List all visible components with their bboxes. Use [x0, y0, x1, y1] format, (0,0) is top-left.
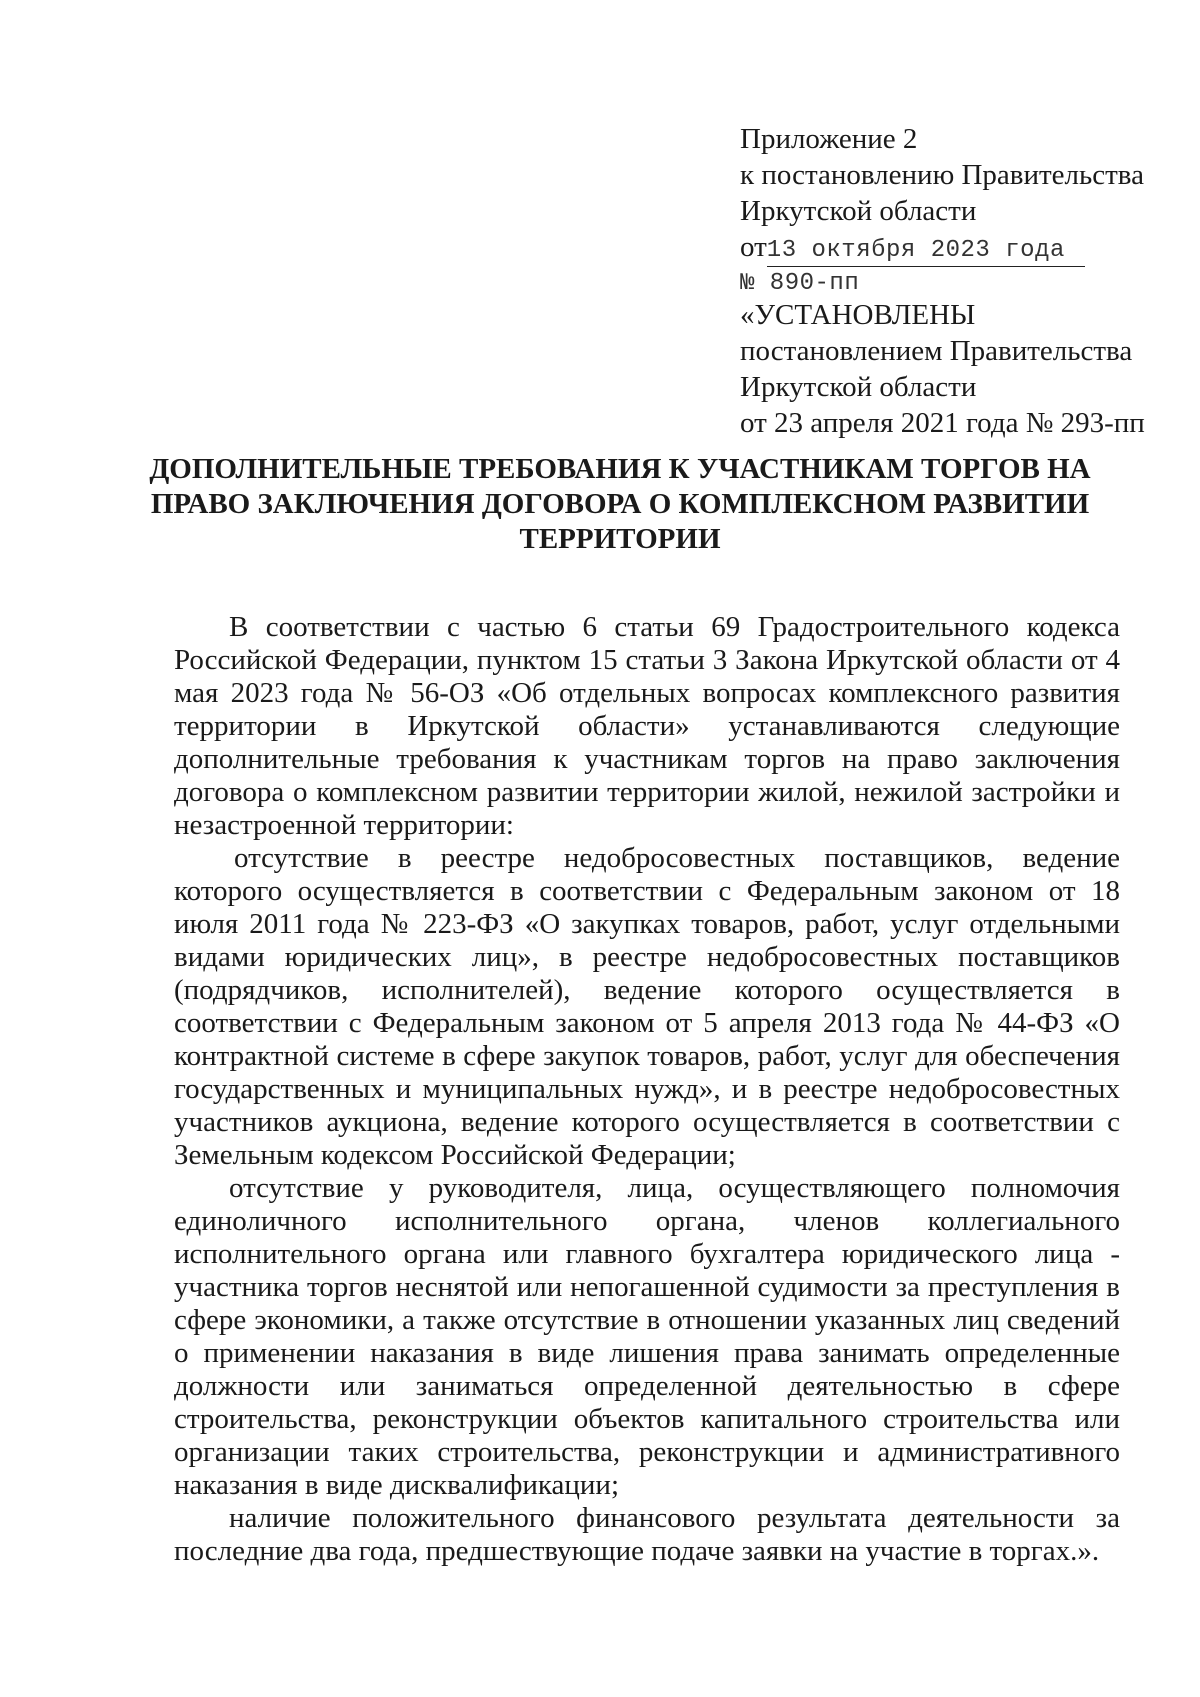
- date-line: [740, 229, 1140, 267]
- title-line-3: ТЕРРИТОРИИ: [519, 523, 721, 555]
- appendix-header: [740, 121, 1145, 441]
- document-title: [120, 452, 1120, 557]
- title-line-2: ПРАВО ЗАКЛЮЧЕНИЯ ДОГОВОРА О КОМПЛЕКСНОМ РАЗВИТИИ: [150, 488, 1090, 520]
- requirement-item-3: наличие положительного финансового результата деятельности за последние два года, предшествующие подаче заявки на участие в торгах.».: [174, 1502, 1120, 1567]
- date-prefix: от: [740, 231, 767, 263]
- requirement-item-2: отсутствие у руководителя, лица, осуществляющего полномочия единоличного исполнительного органа, членов коллегиального исполнительного органа или главного бухгалтера юридического лица - участника торгов неснятой или непогашенной судимости за преступления в сфере экономики, а также отсутствие в отношении указанных лиц сведений о применении наказания в виде лишения права занимать определенные должности или заниматься определенной деятельностью в сфере строительства, реконструкции объектов капитального строительства или организации таких строительства, реконструкции и административного наказания в виде дисквалификации;: [174, 1172, 1120, 1501]
- number-line: [740, 267, 1140, 297]
- established-by: постановлением Правительства: [740, 335, 1133, 367]
- region-name-2: Иркутской области: [740, 371, 977, 403]
- resolution-number: № 890-пп: [740, 270, 860, 297]
- appendix-number: Приложение 2: [740, 123, 918, 155]
- resolution-reference: к постановлению Правительства: [740, 159, 1144, 191]
- date-field: [767, 232, 1085, 267]
- title-line-1: ДОПОЛНИТЕЛЬНЫЕ ТРЕБОВАНИЯ К УЧАСТНИКАМ ТОРГОВ НА: [149, 453, 1091, 485]
- date-value: 13 октября 2023 года: [766, 237, 1065, 264]
- established-label: «УСТАНОВЛЕНЫ: [740, 299, 976, 331]
- requirement-item-1: отсутствие в реестре недобросовестных поставщиков, ведение которого осуществляется в соответствии с Федеральным законом от 18 июля 2011 года № 223-ФЗ «О закупках товаров, работ, услуг отдельными видами юридических лиц», в реестре недобросовестных поставщиков (подрядчиков, исполнителей), ведение которого осуществляется в соответствии с Федеральным законом от 5 апреля 2013 года № 44-ФЗ «О контрактной системе в сфере закупок товаров, работ, услуг для обеспечения государственных и муниципальных нужд», и в реестре недобросовестных участников аукциона, ведение которого осуществляется в соответствии с Земельным кодексом Российской Федерации;: [174, 842, 1120, 1171]
- region-name: Иркутской области: [740, 195, 977, 227]
- intro-paragraph: В соответствии с частью 6 статьи 69 Градостроительного кодекса Российской Федерации, пунктом 15 статьи 3 Закона Иркутской области от 4 мая 2023 года № 56-ОЗ «Об отдельных вопросах комплексного развития территории в Иркутской области» устанавливаются следующие дополнительные требования к участникам торгов на право заключения договора о комплексном развитии территории жилой, нежилой застройки и незастроенной территории:: [174, 611, 1120, 841]
- document-body: [174, 611, 1120, 1568]
- original-resolution-ref: от 23 апреля 2021 года № 293-пп: [740, 407, 1145, 439]
